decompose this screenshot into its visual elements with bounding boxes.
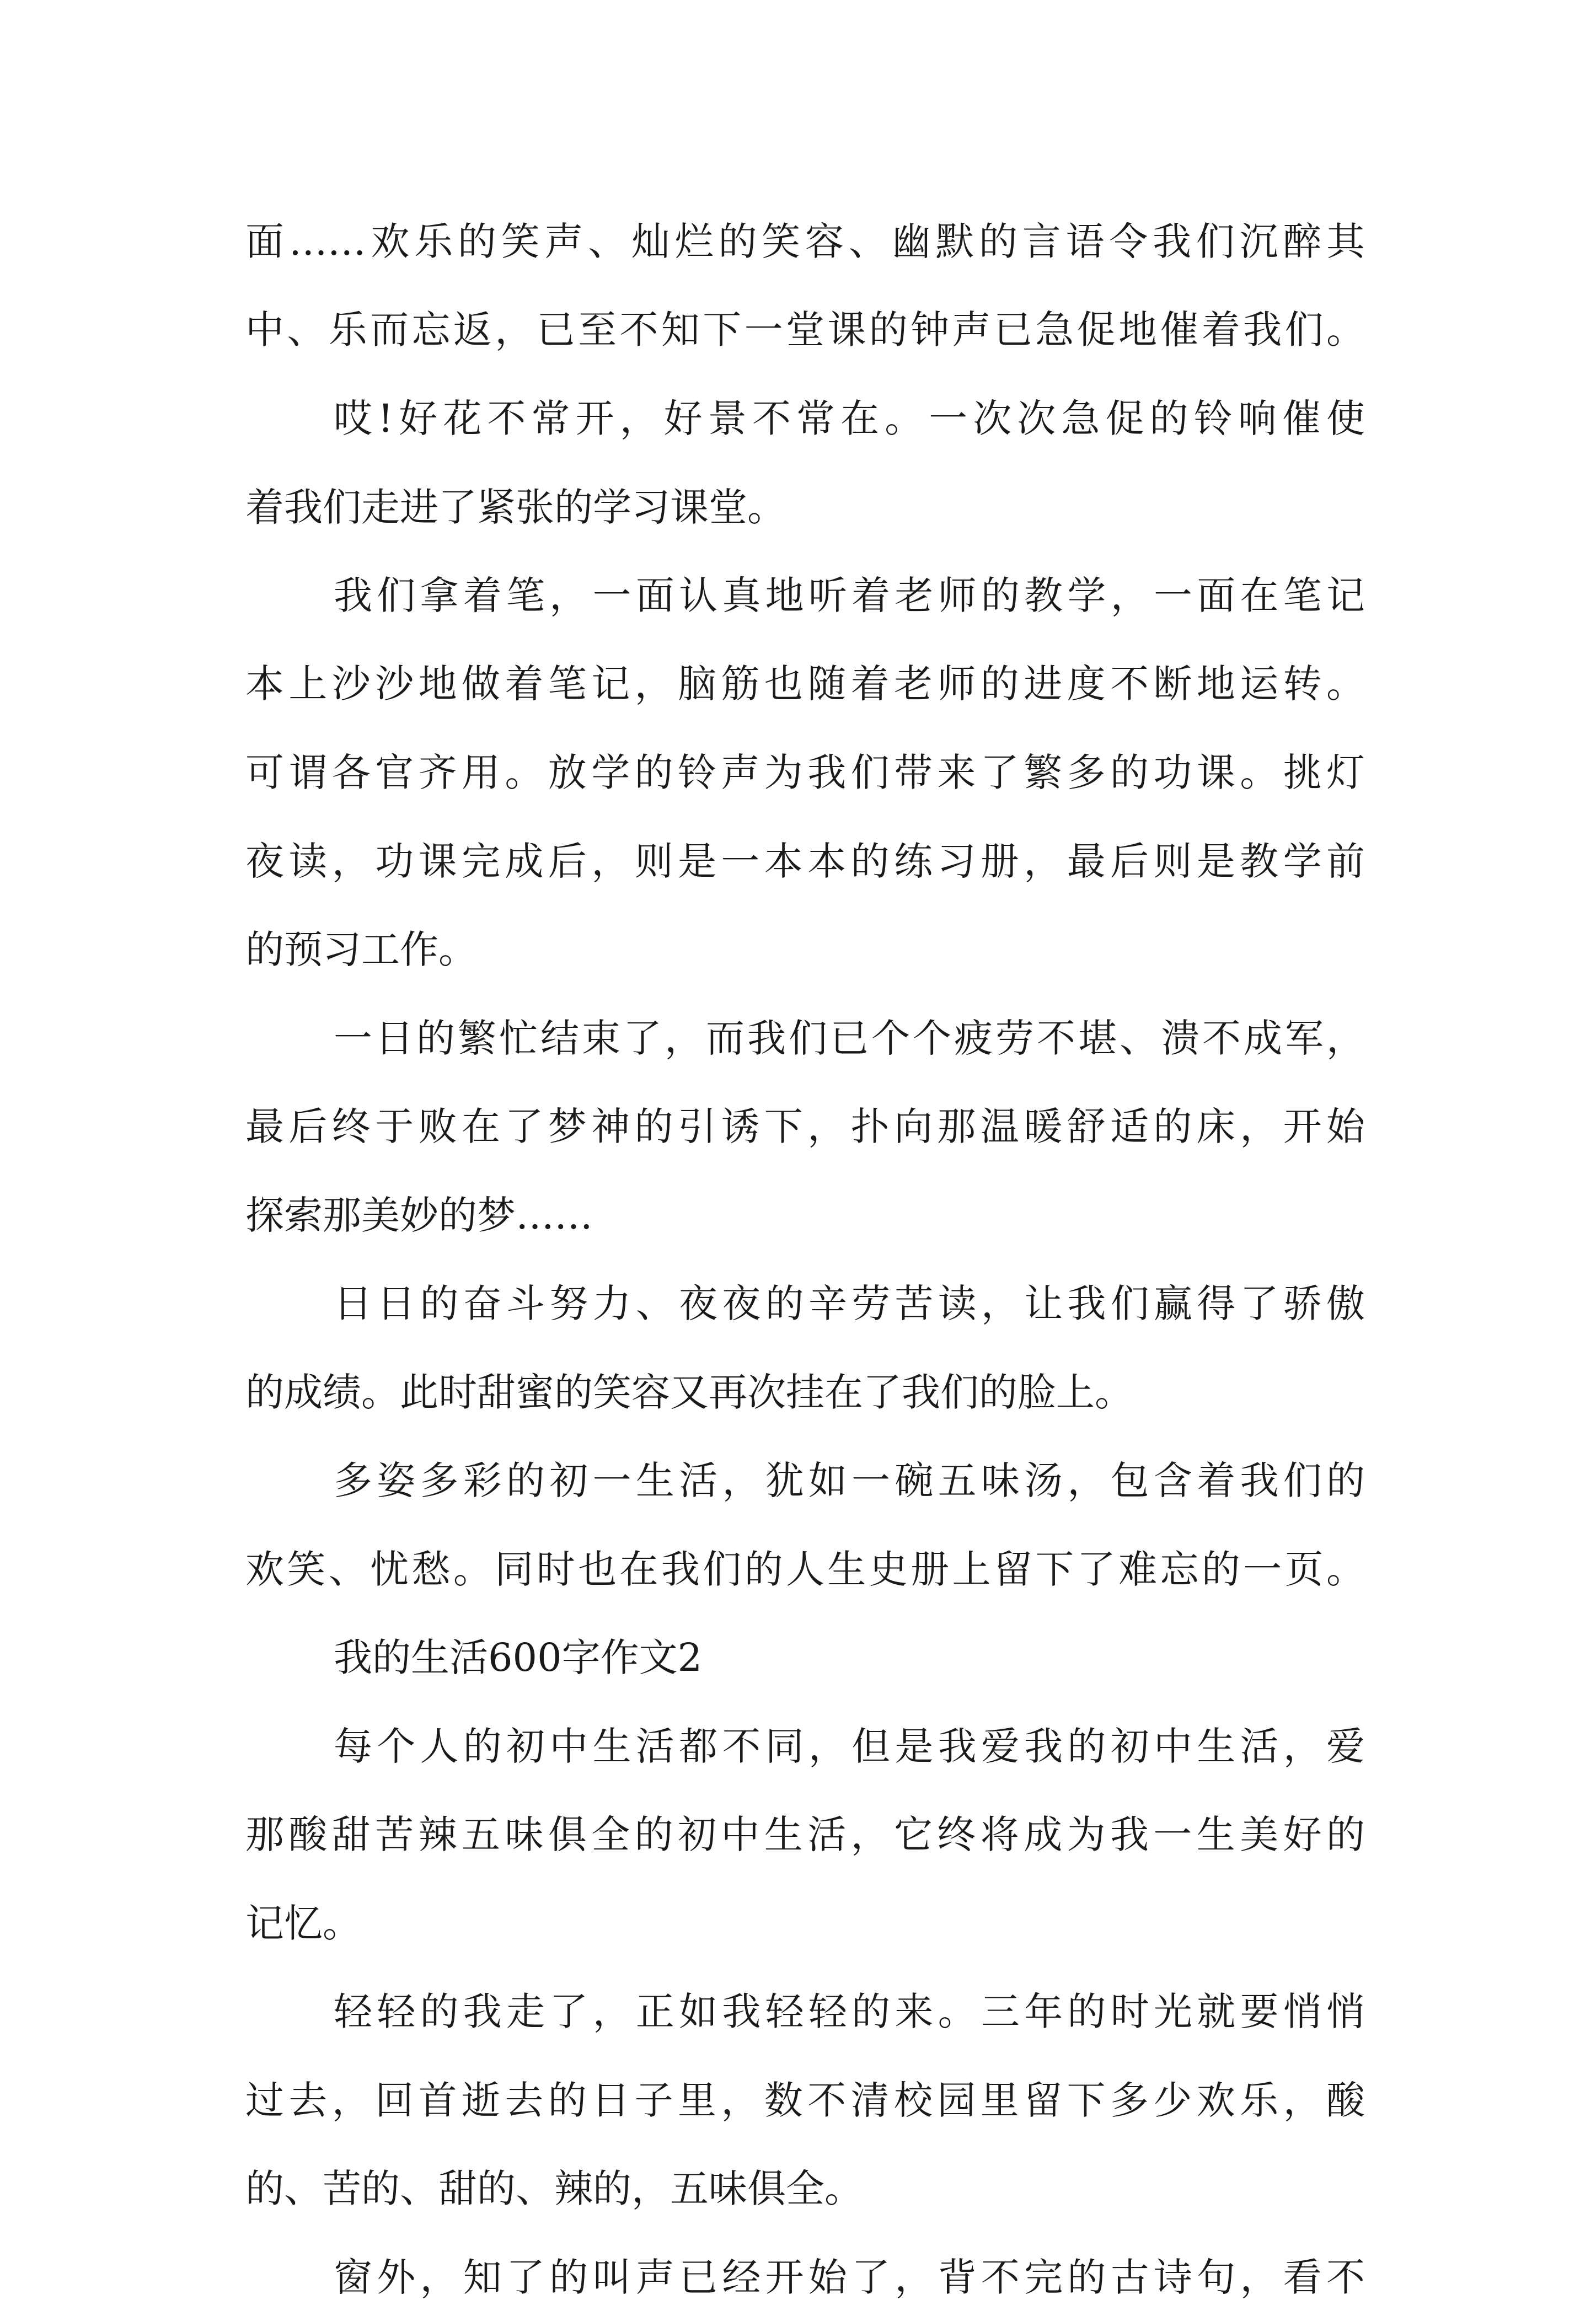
text-line: 过去，回首逝去的日子里，数不清校园里留下多少欢乐，酸 xyxy=(245,2078,1365,2123)
text-line: 轻轻的我走了，正如我轻轻的来。三年的时光就要悄悄 xyxy=(334,1989,1365,2034)
text-line: 最后终于败在了梦神的引诱下，扑向那温暖舒适的床，开始 xyxy=(245,1104,1365,1149)
text-line: 中、乐而忘返，已至不知下一堂课的钟声已急促地催着我们。 xyxy=(245,307,1365,352)
text-line: 可谓各官齐用。放学的铃声为我们带来了繁多的功课。挑灯 xyxy=(245,750,1365,795)
text-line: 本上沙沙地做着笔记，脑筋也随着老师的进度不断地运转。 xyxy=(245,661,1365,706)
text-line: 的成绩。此时甜蜜的笑容又再次挂在了我们的脸上。 xyxy=(245,1370,1133,1415)
text-line: 那酸甜苦辣五味俱全的初中生活，它终将成为我一生美好的 xyxy=(245,1812,1365,1857)
text-line: 记忆。 xyxy=(245,1901,361,1946)
text-line: 每个人的初中生活都不同，但是我爱我的初中生活，爱 xyxy=(334,1724,1365,1769)
text-line: 日日的奋斗努力、夜夜的辛劳苦读，让我们赢得了骄傲 xyxy=(334,1281,1365,1326)
text-line: 欢笑、忧愁。同时也在我们的人生史册上留下了难忘的一页。 xyxy=(245,1547,1365,1592)
text-line: 面……欢乐的笑声、灿烂的笑容、幽默的言语令我们沉醉其 xyxy=(245,219,1365,264)
text-line: 窗外，知了的叫声已经开始了，背不完的古诗句，看不 xyxy=(334,2255,1365,2300)
text-line: 的、苦的、甜的、辣的，五味俱全。 xyxy=(245,2166,863,2211)
text-line: 探索那美妙的梦…… xyxy=(245,1193,593,1238)
text-line: 哎!好花不常开，好景不常在。一次次急促的铃响催使 xyxy=(334,396,1365,441)
text-line: 多姿多彩的初一生活，犹如一碗五味汤，包含着我们的 xyxy=(334,1458,1365,1503)
text-line: 一日的繁忙结束了，而我们已个个疲劳不堪、溃不成军， xyxy=(334,1016,1365,1061)
text-line: 的预习工作。 xyxy=(245,927,477,972)
text-line: 着我们走进了紧张的学习课堂。 xyxy=(245,485,786,530)
text-line: 我们拿着笔，一面认真地听着老师的教学，一面在笔记 xyxy=(334,573,1365,618)
text-line: 夜读，功课完成后，则是一本本的练习册，最后则是教学前 xyxy=(245,839,1365,884)
section-heading: 我的生活600字作文2 xyxy=(334,1635,703,1680)
